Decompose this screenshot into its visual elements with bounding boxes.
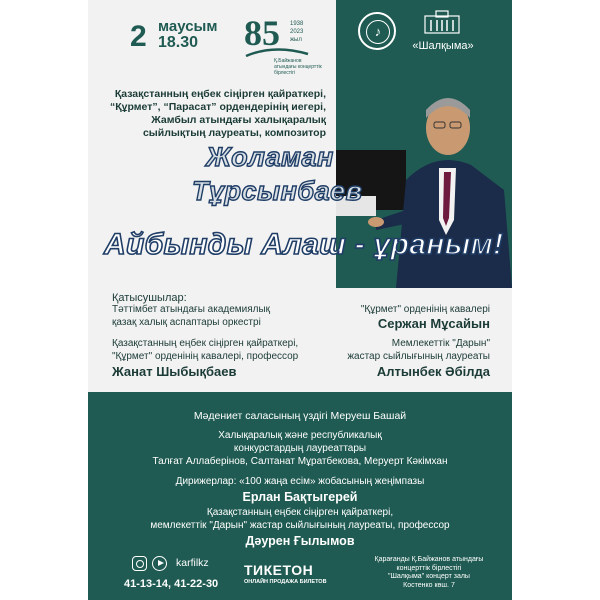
instagram-icon[interactable] — [132, 556, 147, 571]
event-poster — [88, 0, 512, 600]
anniversary-number: 85 — [244, 13, 280, 53]
participant-desc-line: жастар сыйлығының лауреаты — [347, 350, 490, 362]
phone-numbers: 41-13-14, 41-22-30 — [124, 578, 219, 590]
youtube-icon[interactable] — [152, 556, 167, 571]
participant-desc-line: "Құрмет" орденінің кавалері, профессор — [112, 350, 299, 362]
ticketon-logo[interactable] — [244, 562, 327, 585]
building-icon — [424, 10, 460, 34]
venue-address — [354, 556, 504, 590]
laureates-line: Халықаралық және республикалық — [218, 430, 382, 441]
concert-title: Айбынды Алаш - ұраным! — [104, 228, 504, 261]
philharmonic-emblem-icon — [358, 12, 396, 50]
participant-desc — [314, 338, 490, 363]
honor-line: Қазақстанның еңбек сіңірген қайраткері, — [114, 88, 326, 100]
venue-line: Костенко көш. 7 — [403, 581, 455, 589]
social-handle[interactable]: karfilkz — [176, 557, 209, 569]
participant-orchestra — [112, 304, 270, 329]
anniversary-year-end: 2023 — [290, 29, 304, 35]
honor-line: “Құрмет”, “Парасат” ордендерінің иегері, — [110, 101, 326, 113]
anniversary-year-start: 1938 — [290, 21, 304, 27]
culture-honoree: Мәдениет саласының үздігі Меруеш Башай — [193, 410, 407, 422]
venue-line: Қарағанды Қ.Байжанов атындағы — [374, 556, 484, 563]
treble-clef-icon: ♪ — [366, 20, 390, 44]
participant-name: Алтынбек Әбілда — [376, 364, 490, 379]
honor-line: сыйлықтың лауреаты, композитор — [142, 127, 326, 139]
participant-desc — [324, 304, 490, 317]
anniversary-years-word: жыл — [290, 37, 302, 43]
laureates-names: Талғат Аллаберінов, Салтанат Мұратбекова, Меруерт Кәкімхан — [152, 456, 448, 467]
conductor-name: Дәурен Ғылымов — [245, 534, 355, 548]
composer-last-name: Тұрсынбаев — [192, 176, 363, 206]
ticketon-tagline: ОНЛАЙН ПРОДАЖА БИЛЕТОВ — [244, 579, 327, 585]
participant-desc-line: Қазақстанның еңбек сіңірген қайраткері, — [112, 338, 299, 349]
anniversary-caption: Қ.Байжанов атындағы концерттік бірлестігі — [274, 58, 322, 76]
participant-desc — [112, 338, 298, 363]
event-time: 18.30 — [158, 34, 199, 51]
honor-line: Жамбыл атындағы халықаралық — [151, 114, 326, 126]
event-day: 2 — [130, 20, 147, 53]
ticketon-brand: ТИКЕТОН — [244, 562, 314, 578]
event-month: маусым — [158, 18, 218, 35]
hall-logo — [408, 10, 478, 58]
participant-desc-line: "Құрмет" орденінің кавалері — [360, 304, 490, 315]
participant-desc-line: Тәттімбет атындағы академиялық — [112, 304, 271, 315]
participants-heading: Қатысушылар: — [112, 292, 187, 304]
composer-first-name: Жоламан — [206, 142, 334, 172]
conductors-label: Дирижерлар: «100 жаңа есім» жобасының жеңімпазы — [175, 476, 425, 487]
venue-line: "Шалқыма" концерт залы — [388, 573, 470, 580]
composer-honors — [106, 88, 326, 140]
hall-name: «Шалқыма» — [412, 40, 474, 52]
participant-name: Сержан Мұсайын — [377, 316, 490, 331]
participant-desc-line: қазақ халық аспаптары оркестрі — [112, 316, 261, 328]
laureates-line: конкурстардың лауреаттары — [233, 443, 367, 454]
venue-line: концерттік бірлестігі — [396, 564, 462, 572]
conductor-desc-line: Қазақстанның еңбек сіңірген қайраткері, — [206, 507, 394, 518]
participant-desc-line: Мемлекеттік "Дарын" — [391, 338, 490, 349]
anniversary-logo — [244, 13, 322, 76]
participant-name: Жанат Шыбықбаев — [112, 364, 237, 379]
conductor-desc-line: мемлекеттік "Дарын" жастар сыйлығының лауреаты, профессор — [150, 520, 450, 531]
conductor-name: Ерлан Бақтыгерей — [242, 490, 358, 504]
